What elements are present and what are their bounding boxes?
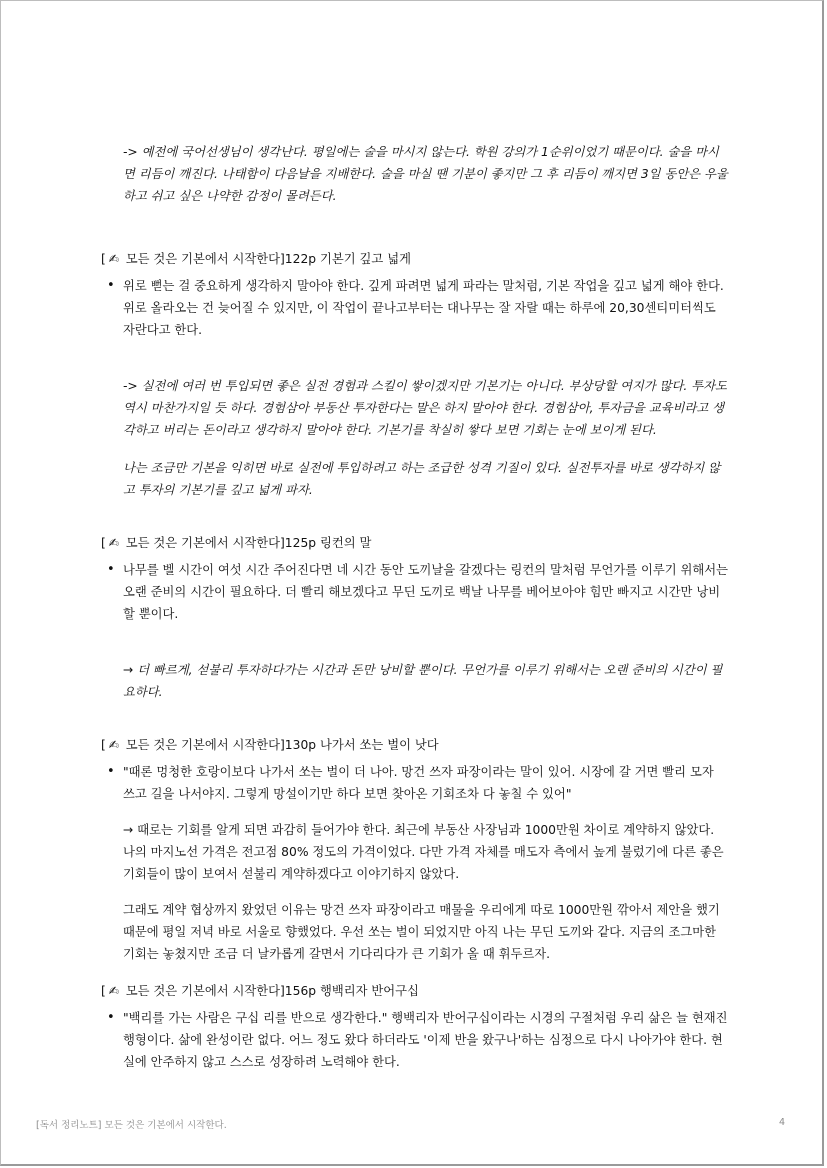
section-heading-text: 모든 것은 기본에서 시작한다]156p 행백리자 반어구십 — [125, 984, 419, 998]
list-item: • 위로 뻗는 걸 중요하게 생각하지 말아야 한다. 깊게 파려면 넓게 파라는 말처럼, 기본 작업을 깊고 넓게 해야 한다. 위로 올라오는 건 늦어질 수 있지만, 이 작업이 끝나고부터는 대나무는 잘 자랄 때는 하루에 20,30센티미터씩도 자란다고 한다. — [101, 275, 729, 341]
section-heading-text: 모든 것은 기본에서 시작한다]125p 링컨의 말 — [125, 536, 372, 550]
writing-hand-icon: ✍ — [108, 252, 119, 266]
bullet-list — [101, 275, 729, 341]
section-heading-text: 모든 것은 기본에서 시작한다]122p 기본기 깊고 넓게 — [125, 252, 411, 266]
reflection-paragraph: 그래도 계약 협상까지 왔었던 이유는 망건 쓰자 파장이라고 매물을 우리에게 따로 1000만원 깎아서 제안을 했기 때문에 평일 저녁 바로 서울로 향했었다. 우선 쏘는 벌이 되었지만 아직 나는 무딘 도끼와 같다. 지금의 조그마한 기회는 놓쳤지만 조금 더 날카롭게 갈면서 기다리다가 큰 기회가 올 때 휘두르자. — [123, 903, 720, 961]
list-item: • "백리를 가는 사람은 구십 리를 반으로 생각한다." 행백리자 반어구십이라는 시경의 구절처럼 우리 삶은 늘 현재진행형이다. 삶에 완성이란 없다. 어느 정도 왔다 하더라도 '이제 반을 왔구나'하는 심정으로 다시 나아가야 한다. 현실에 안주하지 않고 스스로 성장하려 노력해야 한다. — [101, 1007, 729, 1073]
section-heading: [ ✍ 모든 것은 기본에서 시작한다]156p 행백리자 반어구십 — [101, 981, 729, 1001]
bullet-list — [101, 761, 729, 805]
page-number: 4 — [779, 1117, 786, 1128]
section-heading: [ ✍ 모든 것은 기본에서 시작한다]125p 링컨의 말 — [101, 533, 729, 553]
section-heading: [ ✍ 모든 것은 기본에서 시작한다]122p 기본기 깊고 넓게 — [101, 249, 729, 269]
reflection-note: -> 실전에 여러 번 투입되면 좋은 실전 경험과 스킬이 쌓이겠지만 기본기는 아니다. 부상당할 여지가 많다. 투자도 역시 마찬가지일 듯 하다. 경험삼아 부동산 투자한다는 말은 하지 말아야 한다. 경험삼아, 투자금을 교육비라고 생각하고 버리는 돈이라고 생각하지 말아야 한다. 기본기를 착실히 쌓다 보면 기회는 눈에 보이게 된다. — [123, 379, 727, 437]
list-item: • 나무를 벨 시간이 여섯 시간 주어진다면 네 시간 동안 도끼날을 갈겠다는 링컨의 말처럼 무언가를 이루기 위해서는 오랜 준비의 시간이 필요하다. 더 빨리 해보겠다고 무딘 도끼로 백날 나무를 베어보아야 힘만 빠지고 시간만 낭비할 뿐이다. — [101, 559, 729, 625]
section-heading-text: 모든 것은 기본에서 시작한다]130p 나가서 쏘는 벌이 낫다 — [125, 738, 439, 752]
bullet-list — [101, 559, 729, 625]
writing-hand-icon: ✍ — [108, 738, 119, 752]
reflection-paragraph: → 때로는 기회를 알게 되면 과감히 들어가야 한다. 최근에 부동산 사장님과 1000만원 차이로 계약하지 않았다. 나의 마지노선 가격은 전고점 80% 정도의 가격이었다. 다만 가격 자체를 매도자 측에서 높게 불렀기에 다른 좋은 기회들이 많이 보여서 섣불리 계약하겠다고 이야기하지 않았다. — [123, 823, 724, 881]
writing-hand-icon: ✍ — [108, 984, 119, 998]
page-content — [101, 141, 729, 1073]
reflection-note: → 더 빠르게, 섣불리 투자하다가는 시간과 돈만 낭비할 뿐이다. 무언가를 이루기 위해서는 오랜 준비의 시간이 필요하다. — [123, 663, 723, 699]
bullet-list — [101, 1007, 729, 1073]
reflection-note: 나는 조금만 기본을 익히면 바로 실전에 투입하려고 하는 조급한 성격 기질이 있다. 실전투자를 바로 생각하지 않고 투자의 기본기를 깊고 넓게 파자. — [123, 461, 721, 497]
section-heading: [ ✍ 모든 것은 기본에서 시작한다]130p 나가서 쏘는 벌이 낫다 — [101, 735, 729, 755]
list-item: • "때론 멍청한 호랑이보다 나가서 쏘는 벌이 더 나아. 망건 쓰자 파장이라는 말이 있어. 시장에 갈 거면 빨리 모자 쓰고 길을 나서야지. 그렇게 망설이기만 하다 보면 찾아온 기회조차 다 놓칠 수 있어" — [101, 761, 729, 805]
reflection-note: -> 예전에 국어선생님이 생각난다. 평일에는 술을 마시지 않는다. 학원 강의가 1순위이었기 때문이다. 술을 마시면 리듬이 깨진다. 나태함이 다음날을 지배한다. 술을 마실 땐 기분이 좋지만 그 후 리듬이 깨지면 3일 동안은 우울하고 쉬고 싶은 나약한 감정이 몰려든다. — [123, 145, 728, 203]
writing-hand-icon: ✍ — [108, 536, 119, 550]
footer-title: [독서 정리노트] 모든 것은 기본에서 시작한다. — [36, 1120, 227, 1131]
